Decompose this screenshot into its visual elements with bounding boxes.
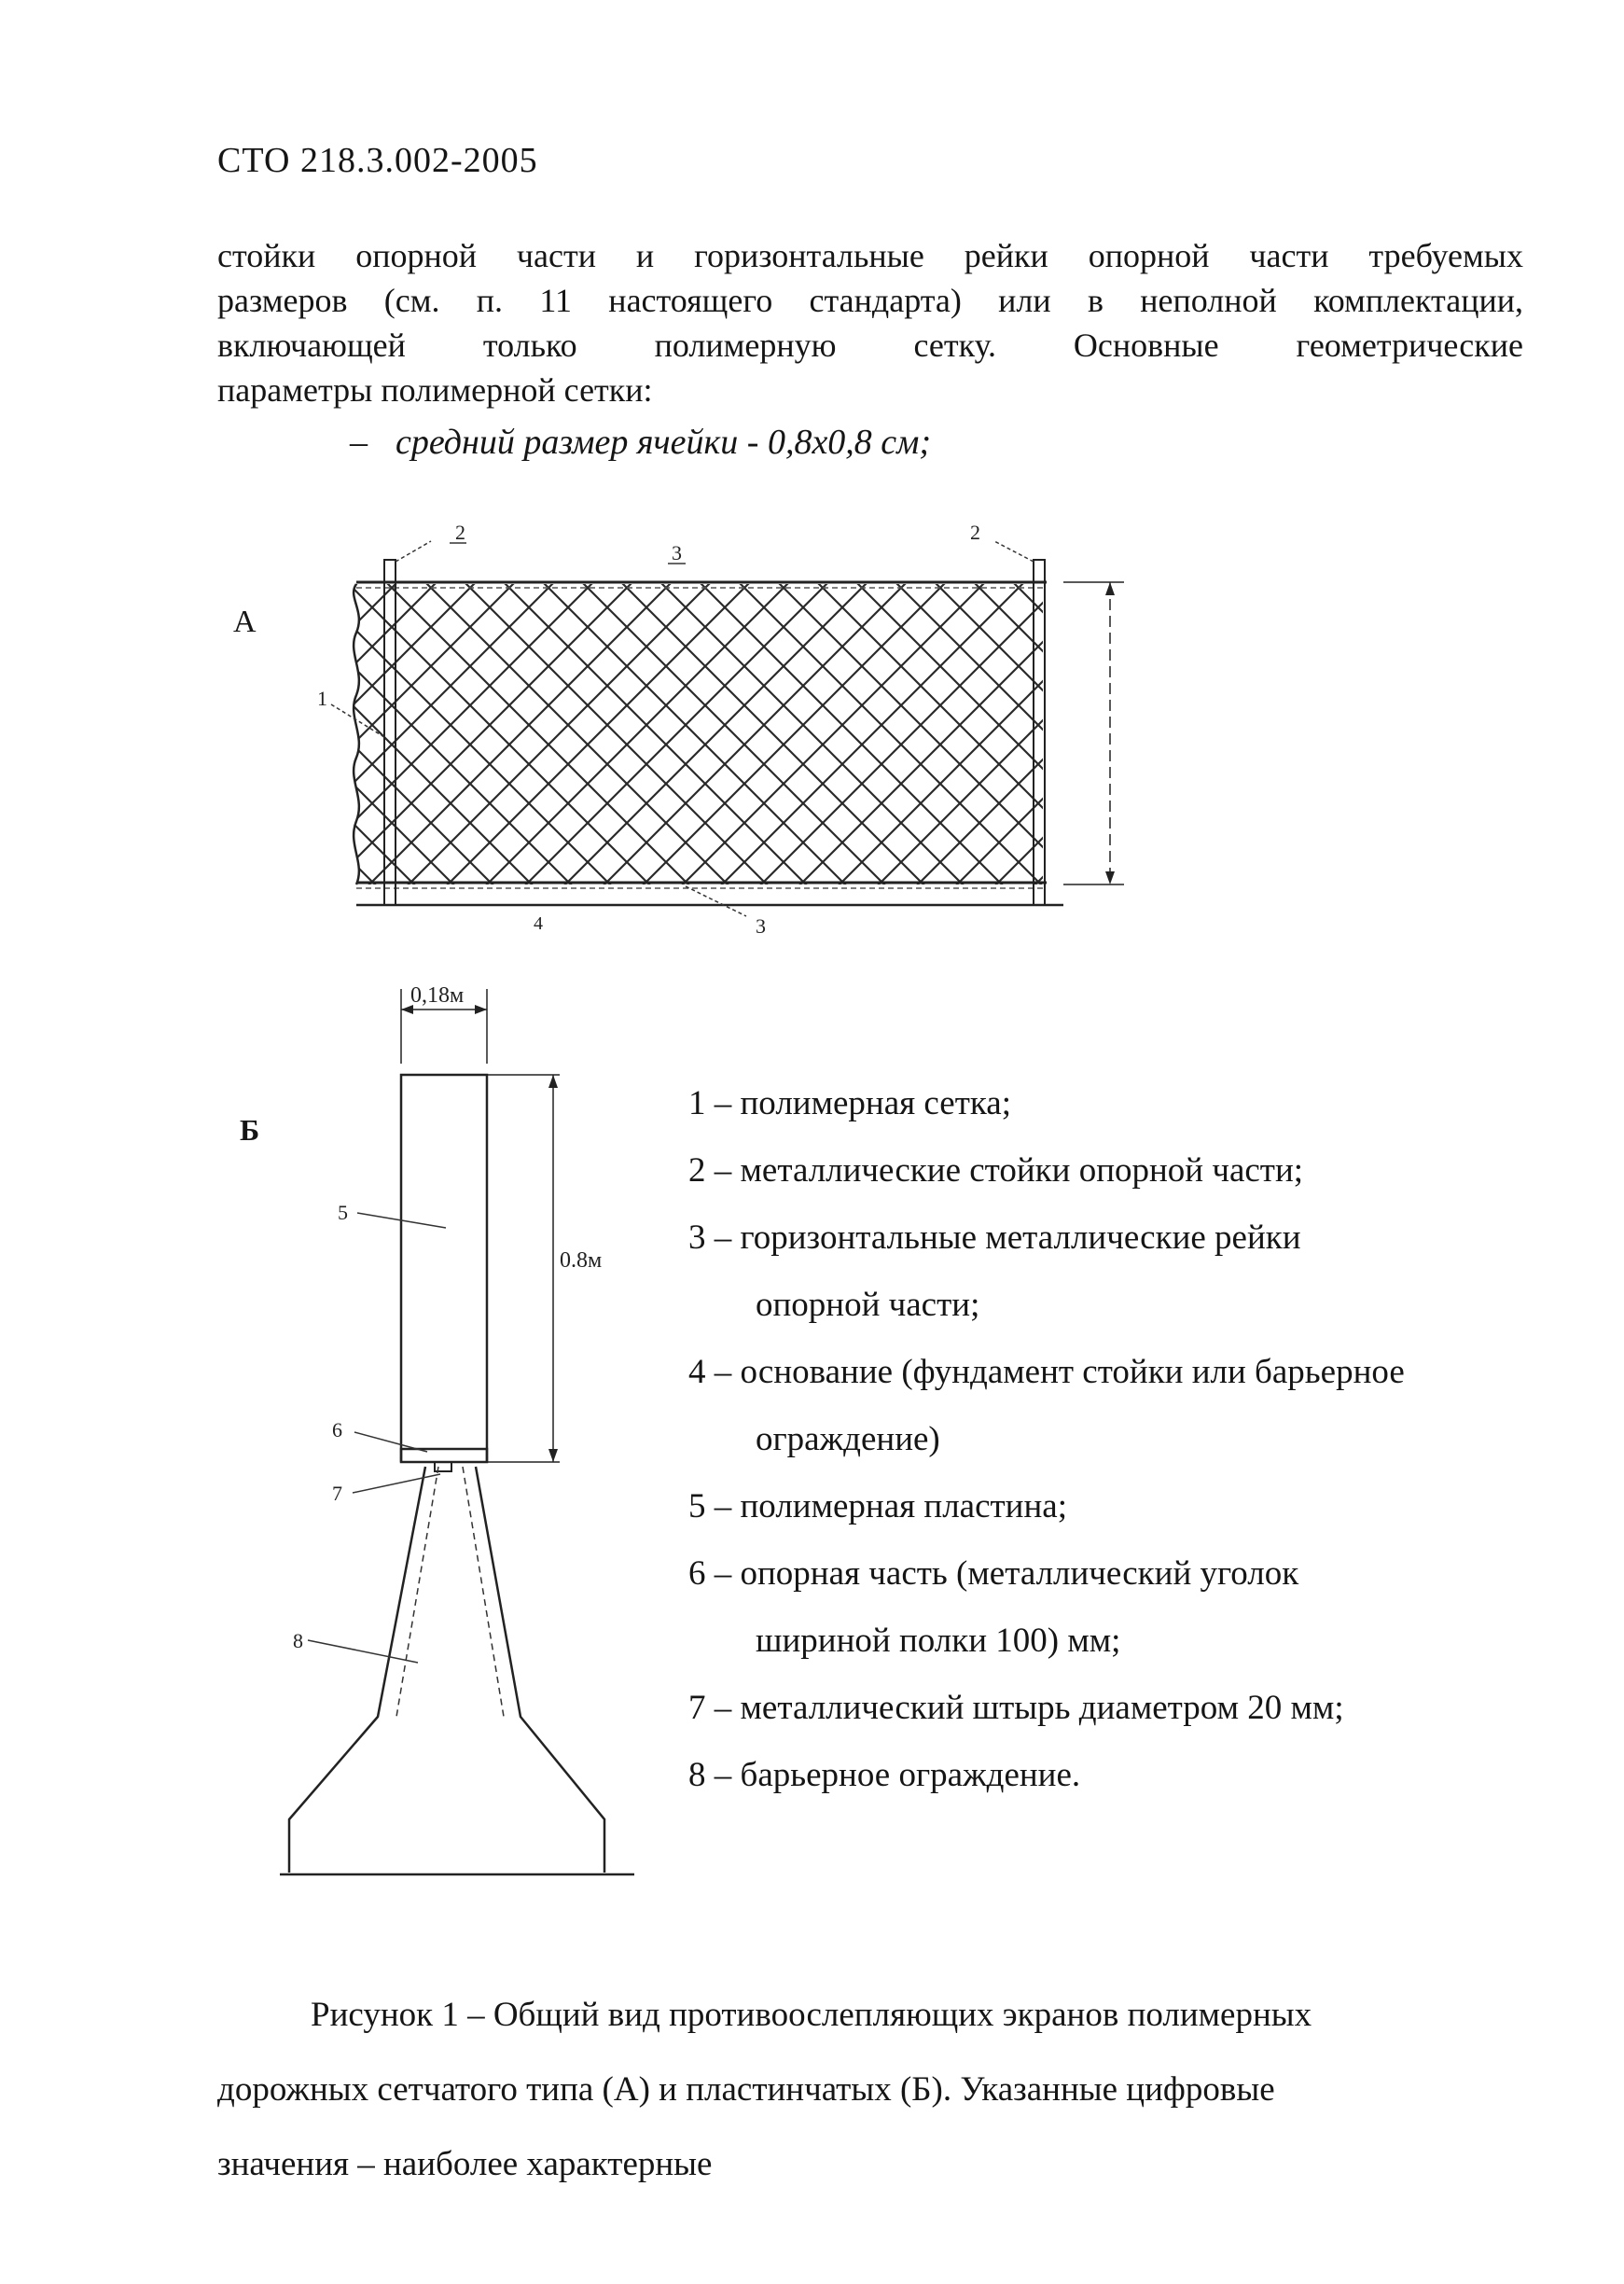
polymer-mesh: [345, 578, 1054, 891]
callout-7: 7: [332, 1482, 342, 1505]
callout-leader: [353, 1474, 440, 1493]
callout-6: 6: [332, 1418, 342, 1441]
bullet-text: средний размер ячейки - 0,8х0,8 см;: [396, 423, 932, 462]
document-code: СТО 218.3.002-2005: [217, 141, 538, 180]
paragraph-line: размеров (см. п. 11 настоящего стандарта) или в неполной комплектации,: [217, 282, 1523, 319]
callout-leader: [396, 541, 431, 562]
caption-line: дорожных сетчатого типа (А) и пластинчатых (Б). Указанные цифровые: [217, 2070, 1275, 2109]
caption-line: [217, 1978, 1449, 2053]
callout-8: 8: [293, 1629, 303, 1652]
figure-a-label: А: [233, 605, 257, 639]
legend-item: 6 – опорная часть (металлический уголок: [688, 1554, 1299, 1593]
caption-line: значения – наиболее характерные: [217, 2145, 713, 2183]
support-angle: [401, 1449, 487, 1462]
callout-2-left: 2: [455, 521, 465, 544]
legend-item-continuation: опорной части;: [756, 1286, 980, 1324]
callout-1: 1: [317, 687, 327, 710]
barrier-hidden-lines: [396, 1467, 504, 1717]
callout-5: 5: [338, 1201, 348, 1224]
callout-leader: [308, 1640, 418, 1663]
legend-item: 3 – горизонтальные металлические рейки: [688, 1219, 1301, 1257]
legend-item-continuation: шириной полки 100) мм;: [756, 1622, 1121, 1660]
legend-item: 4 – основание (фундамент стойки или барьерное: [688, 1353, 1405, 1391]
figure-a-diagram: [317, 521, 1124, 938]
legend-item: 2 – металлические стойки опорной части;: [688, 1151, 1304, 1190]
bullet-dash: –: [350, 423, 368, 462]
legend-item: 8 – барьерное ограждение.: [688, 1756, 1081, 1794]
callout-leader: [994, 541, 1034, 562]
paragraph-line: стойки опорной части и горизонтальные рейки опорной части требуемых: [217, 237, 1523, 274]
height-dimension-label: 0.8м: [560, 1248, 603, 1273]
figure-b-label: Б: [240, 1113, 260, 1147]
callout-2-right: 2: [970, 521, 980, 544]
figure-b-diagram: [280, 983, 634, 1874]
caption-text: Рисунок 1 – Общий вид противоослепляющих экранов полимерных: [311, 1996, 1312, 2034]
paragraph-line: включающей только полимерную сетку. Основные геометрические: [217, 327, 1523, 364]
paragraph-line: параметры полимерной сетки:: [217, 371, 653, 409]
legend-item: 7 – металлический штырь диаметром 20 мм;: [688, 1689, 1344, 1727]
callout-leader: [686, 886, 746, 916]
callout-4: 4: [534, 913, 543, 934]
barrier-outline: [289, 1467, 604, 1873]
legend-item-continuation: ограждение): [756, 1420, 940, 1458]
legend-item: 5 – полимерная пластина;: [688, 1487, 1067, 1525]
callout-leader: [354, 1432, 427, 1452]
width-dimension-label: 0,18м: [410, 983, 465, 1008]
callout-3-top: 3: [672, 541, 682, 564]
callout-3-bottom: 3: [756, 914, 766, 938]
legend-item: 1 – полимерная сетка;: [688, 1084, 1011, 1122]
figure-caption: [217, 1978, 1449, 2202]
figure-legend: [688, 1070, 1405, 1809]
polymer-plate: [401, 1075, 487, 1462]
